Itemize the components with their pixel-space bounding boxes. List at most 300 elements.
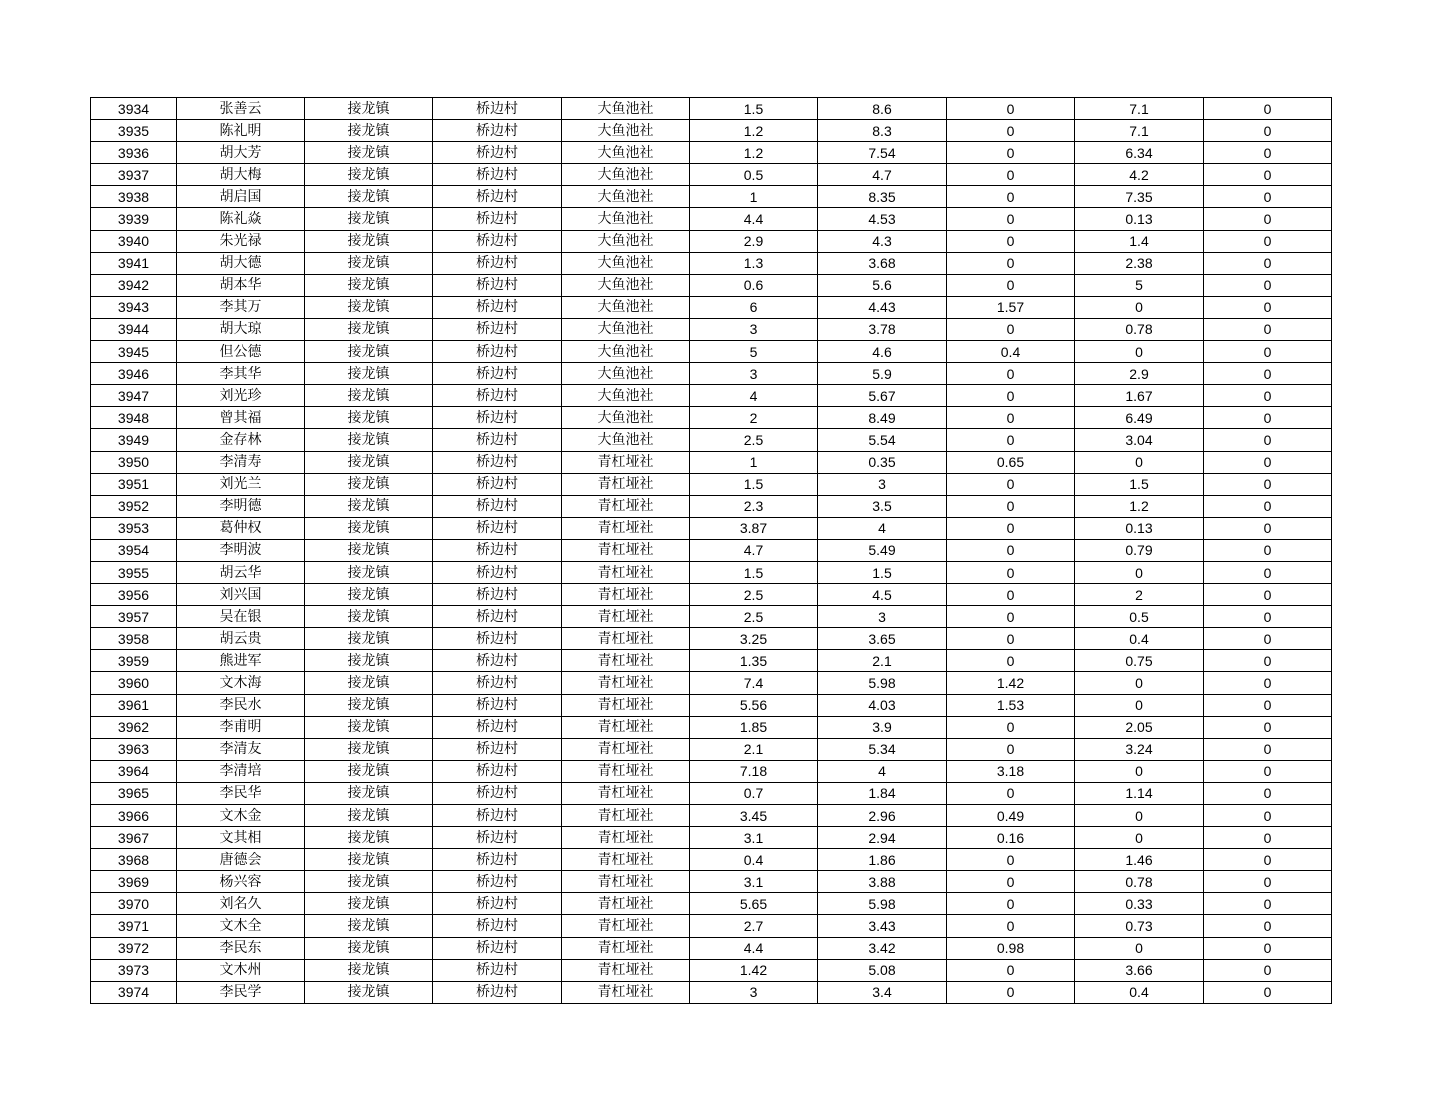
row-number-cell: 3942 — [91, 274, 177, 296]
value-2-cell: 5.6 — [818, 274, 947, 296]
value-2-cell: 5.98 — [818, 672, 947, 694]
value-1-cell: 2.5 — [690, 584, 818, 606]
name-cell: 陈礼焱 — [177, 208, 305, 230]
group-cell: 青杠垭社 — [562, 473, 690, 495]
value-3-cell: 0 — [947, 871, 1075, 893]
table-row — [91, 407, 1332, 429]
village-cell: 桥边村 — [433, 694, 562, 716]
value-3-cell: 0.16 — [947, 827, 1075, 849]
value-1-cell: 4.7 — [690, 539, 818, 561]
village-cell: 桥边村 — [433, 495, 562, 517]
value-4-cell: 1.2 — [1075, 495, 1204, 517]
value-4-cell: 0 — [1075, 561, 1204, 583]
value-2-cell: 4.5 — [818, 584, 947, 606]
value-1-cell: 5.65 — [690, 893, 818, 915]
row-number-cell: 3939 — [91, 208, 177, 230]
village-cell: 桥边村 — [433, 871, 562, 893]
name-cell: 刘光珍 — [177, 385, 305, 407]
village-cell: 桥边村 — [433, 672, 562, 694]
value-3-cell: 0 — [947, 539, 1075, 561]
value-3-cell: 0 — [947, 849, 1075, 871]
town-cell: 接龙镇 — [305, 805, 433, 827]
value-4-cell: 0.79 — [1075, 539, 1204, 561]
value-4-cell: 0.78 — [1075, 871, 1204, 893]
value-5-cell: 0 — [1204, 164, 1332, 186]
town-cell: 接龙镇 — [305, 782, 433, 804]
value-2-cell: 3.43 — [818, 915, 947, 937]
village-cell: 桥边村 — [433, 628, 562, 650]
table-row — [91, 760, 1332, 782]
value-2-cell: 4 — [818, 517, 947, 539]
value-4-cell: 2 — [1075, 584, 1204, 606]
name-cell: 刘光兰 — [177, 473, 305, 495]
value-5-cell: 0 — [1204, 407, 1332, 429]
village-cell: 桥边村 — [433, 738, 562, 760]
group-cell: 大鱼池社 — [562, 429, 690, 451]
village-cell: 桥边村 — [433, 296, 562, 318]
group-cell: 大鱼池社 — [562, 208, 690, 230]
table-row — [91, 893, 1332, 915]
group-cell: 青杠垭社 — [562, 517, 690, 539]
table-row — [91, 937, 1332, 959]
town-cell: 接龙镇 — [305, 716, 433, 738]
value-3-cell: 1.42 — [947, 672, 1075, 694]
name-cell: 李民水 — [177, 694, 305, 716]
value-5-cell: 0 — [1204, 782, 1332, 804]
value-4-cell: 0.4 — [1075, 981, 1204, 1003]
value-4-cell: 0 — [1075, 937, 1204, 959]
town-cell: 接龙镇 — [305, 98, 433, 120]
value-2-cell: 5.34 — [818, 738, 947, 760]
row-number-cell: 3949 — [91, 429, 177, 451]
name-cell: 刘名久 — [177, 893, 305, 915]
value-1-cell: 4.4 — [690, 937, 818, 959]
value-5-cell: 0 — [1204, 98, 1332, 120]
group-cell: 大鱼池社 — [562, 341, 690, 363]
value-5-cell: 0 — [1204, 893, 1332, 915]
value-5-cell: 0 — [1204, 650, 1332, 672]
value-4-cell: 0 — [1075, 694, 1204, 716]
row-number-cell: 3943 — [91, 296, 177, 318]
value-5-cell: 0 — [1204, 915, 1332, 937]
group-cell: 青杠垭社 — [562, 782, 690, 804]
row-number-cell: 3960 — [91, 672, 177, 694]
village-cell: 桥边村 — [433, 341, 562, 363]
table-row — [91, 473, 1332, 495]
value-5-cell: 0 — [1204, 539, 1332, 561]
value-3-cell: 0 — [947, 363, 1075, 385]
value-3-cell: 0 — [947, 495, 1075, 517]
name-cell: 李民东 — [177, 937, 305, 959]
value-3-cell: 0 — [947, 915, 1075, 937]
village-cell: 桥边村 — [433, 849, 562, 871]
village-cell: 桥边村 — [433, 451, 562, 473]
value-2-cell: 5.9 — [818, 363, 947, 385]
village-cell: 桥边村 — [433, 716, 562, 738]
town-cell: 接龙镇 — [305, 363, 433, 385]
value-1-cell: 3 — [690, 363, 818, 385]
group-cell: 青杠垭社 — [562, 539, 690, 561]
village-cell: 桥边村 — [433, 981, 562, 1003]
town-cell: 接龙镇 — [305, 915, 433, 937]
town-cell: 接龙镇 — [305, 672, 433, 694]
town-cell: 接龙镇 — [305, 230, 433, 252]
group-cell: 青杠垭社 — [562, 451, 690, 473]
value-1-cell: 3.87 — [690, 517, 818, 539]
value-5-cell: 0 — [1204, 252, 1332, 274]
value-4-cell: 7.1 — [1075, 120, 1204, 142]
value-2-cell: 3.4 — [818, 981, 947, 1003]
value-5-cell: 0 — [1204, 584, 1332, 606]
value-4-cell: 7.35 — [1075, 186, 1204, 208]
group-cell: 青杠垭社 — [562, 716, 690, 738]
value-2-cell: 3.78 — [818, 318, 947, 340]
value-3-cell: 0 — [947, 650, 1075, 672]
value-1-cell: 3.1 — [690, 827, 818, 849]
name-cell: 胡大德 — [177, 252, 305, 274]
village-cell: 桥边村 — [433, 429, 562, 451]
value-2-cell: 0.35 — [818, 451, 947, 473]
value-5-cell: 0 — [1204, 296, 1332, 318]
row-number-cell: 3954 — [91, 539, 177, 561]
name-cell: 李清培 — [177, 760, 305, 782]
row-number-cell: 3968 — [91, 849, 177, 871]
value-1-cell: 1.2 — [690, 120, 818, 142]
value-2-cell: 4.7 — [818, 164, 947, 186]
town-cell: 接龙镇 — [305, 120, 433, 142]
group-cell: 大鱼池社 — [562, 120, 690, 142]
group-cell: 大鱼池社 — [562, 385, 690, 407]
group-cell: 青杠垭社 — [562, 805, 690, 827]
table-row — [91, 296, 1332, 318]
value-3-cell: 1.53 — [947, 694, 1075, 716]
value-5-cell: 0 — [1204, 473, 1332, 495]
value-3-cell: 0 — [947, 959, 1075, 981]
group-cell: 大鱼池社 — [562, 98, 690, 120]
value-1-cell: 2.9 — [690, 230, 818, 252]
value-5-cell: 0 — [1204, 959, 1332, 981]
value-3-cell: 0 — [947, 628, 1075, 650]
table-row — [91, 650, 1332, 672]
value-1-cell: 1.5 — [690, 473, 818, 495]
row-number-cell: 3952 — [91, 495, 177, 517]
name-cell: 张善云 — [177, 98, 305, 120]
value-2-cell: 8.35 — [818, 186, 947, 208]
value-2-cell: 4.53 — [818, 208, 947, 230]
row-number-cell: 3959 — [91, 650, 177, 672]
value-2-cell: 3 — [818, 606, 947, 628]
value-2-cell: 1.86 — [818, 849, 947, 871]
group-cell: 大鱼池社 — [562, 363, 690, 385]
group-cell: 大鱼池社 — [562, 230, 690, 252]
value-1-cell: 2.1 — [690, 738, 818, 760]
group-cell: 大鱼池社 — [562, 142, 690, 164]
village-cell: 桥边村 — [433, 827, 562, 849]
value-5-cell: 0 — [1204, 429, 1332, 451]
name-cell: 文木海 — [177, 672, 305, 694]
value-1-cell: 2.5 — [690, 429, 818, 451]
village-cell: 桥边村 — [433, 959, 562, 981]
group-cell: 大鱼池社 — [562, 296, 690, 318]
value-1-cell: 1.85 — [690, 716, 818, 738]
village-cell: 桥边村 — [433, 561, 562, 583]
row-number-cell: 3934 — [91, 98, 177, 120]
row-number-cell: 3948 — [91, 407, 177, 429]
value-1-cell: 1.5 — [690, 98, 818, 120]
value-3-cell: 0 — [947, 584, 1075, 606]
row-number-cell: 3940 — [91, 230, 177, 252]
value-3-cell: 0 — [947, 230, 1075, 252]
value-1-cell: 0.6 — [690, 274, 818, 296]
group-cell: 大鱼池社 — [562, 274, 690, 296]
group-cell: 大鱼池社 — [562, 186, 690, 208]
village-cell: 桥边村 — [433, 805, 562, 827]
village-cell: 桥边村 — [433, 252, 562, 274]
value-5-cell: 0 — [1204, 981, 1332, 1003]
group-cell: 大鱼池社 — [562, 252, 690, 274]
group-cell: 青杠垭社 — [562, 561, 690, 583]
value-2-cell: 1.5 — [818, 561, 947, 583]
value-3-cell: 0 — [947, 782, 1075, 804]
value-4-cell: 6.34 — [1075, 142, 1204, 164]
table-row — [91, 363, 1332, 385]
name-cell: 刘兴国 — [177, 584, 305, 606]
town-cell: 接龙镇 — [305, 252, 433, 274]
town-cell: 接龙镇 — [305, 628, 433, 650]
value-5-cell: 0 — [1204, 760, 1332, 782]
value-3-cell: 0 — [947, 716, 1075, 738]
village-cell: 桥边村 — [433, 937, 562, 959]
value-5-cell: 0 — [1204, 385, 1332, 407]
group-cell: 青杠垭社 — [562, 871, 690, 893]
village-cell: 桥边村 — [433, 650, 562, 672]
value-5-cell: 0 — [1204, 341, 1332, 363]
value-2-cell: 1.84 — [818, 782, 947, 804]
value-3-cell: 0 — [947, 186, 1075, 208]
town-cell: 接龙镇 — [305, 495, 433, 517]
row-number-cell: 3956 — [91, 584, 177, 606]
town-cell: 接龙镇 — [305, 738, 433, 760]
town-cell: 接龙镇 — [305, 584, 433, 606]
value-1-cell: 3.1 — [690, 871, 818, 893]
value-3-cell: 0.4 — [947, 341, 1075, 363]
value-4-cell: 7.1 — [1075, 98, 1204, 120]
value-3-cell: 0 — [947, 981, 1075, 1003]
row-number-cell: 3938 — [91, 186, 177, 208]
table-row — [91, 429, 1332, 451]
village-cell: 桥边村 — [433, 164, 562, 186]
value-1-cell: 2.5 — [690, 606, 818, 628]
table-row — [91, 672, 1332, 694]
name-cell: 李清寿 — [177, 451, 305, 473]
value-3-cell: 0 — [947, 606, 1075, 628]
value-5-cell: 0 — [1204, 120, 1332, 142]
group-cell: 大鱼池社 — [562, 164, 690, 186]
value-4-cell: 4.2 — [1075, 164, 1204, 186]
town-cell: 接龙镇 — [305, 561, 433, 583]
row-number-cell: 3963 — [91, 738, 177, 760]
name-cell: 李甫明 — [177, 716, 305, 738]
village-cell: 桥边村 — [433, 517, 562, 539]
value-4-cell: 0 — [1075, 672, 1204, 694]
value-2-cell: 5.54 — [818, 429, 947, 451]
village-cell: 桥边村 — [433, 274, 562, 296]
value-1-cell: 0.7 — [690, 782, 818, 804]
value-5-cell: 0 — [1204, 606, 1332, 628]
value-2-cell: 2.94 — [818, 827, 947, 849]
value-5-cell: 0 — [1204, 694, 1332, 716]
table-body — [91, 98, 1332, 1004]
table-row — [91, 451, 1332, 473]
value-3-cell: 0 — [947, 429, 1075, 451]
value-2-cell: 2.1 — [818, 650, 947, 672]
value-3-cell: 1.57 — [947, 296, 1075, 318]
town-cell: 接龙镇 — [305, 760, 433, 782]
table-row — [91, 208, 1332, 230]
town-cell: 接龙镇 — [305, 650, 433, 672]
village-cell: 桥边村 — [433, 186, 562, 208]
table-row — [91, 539, 1332, 561]
name-cell: 胡本华 — [177, 274, 305, 296]
row-number-cell: 3951 — [91, 473, 177, 495]
value-3-cell: 0 — [947, 318, 1075, 340]
value-1-cell: 1 — [690, 186, 818, 208]
row-number-cell: 3969 — [91, 871, 177, 893]
table-row — [91, 871, 1332, 893]
table-row — [91, 782, 1332, 804]
value-1-cell: 3 — [690, 318, 818, 340]
value-2-cell: 8.6 — [818, 98, 947, 120]
value-5-cell: 0 — [1204, 871, 1332, 893]
town-cell: 接龙镇 — [305, 959, 433, 981]
group-cell: 大鱼池社 — [562, 318, 690, 340]
village-cell: 桥边村 — [433, 606, 562, 628]
value-2-cell: 5.49 — [818, 539, 947, 561]
value-5-cell: 0 — [1204, 561, 1332, 583]
value-5-cell: 0 — [1204, 230, 1332, 252]
value-5-cell: 0 — [1204, 672, 1332, 694]
value-2-cell: 3.65 — [818, 628, 947, 650]
group-cell: 青杠垭社 — [562, 893, 690, 915]
town-cell: 接龙镇 — [305, 517, 433, 539]
data-table — [90, 97, 1332, 1004]
value-2-cell: 5.98 — [818, 893, 947, 915]
value-2-cell: 3.68 — [818, 252, 947, 274]
value-2-cell: 5.67 — [818, 385, 947, 407]
value-3-cell: 0 — [947, 120, 1075, 142]
village-cell: 桥边村 — [433, 120, 562, 142]
table-row — [91, 628, 1332, 650]
village-cell: 桥边村 — [433, 539, 562, 561]
town-cell: 接龙镇 — [305, 606, 433, 628]
town-cell: 接龙镇 — [305, 142, 433, 164]
value-2-cell: 8.49 — [818, 407, 947, 429]
town-cell: 接龙镇 — [305, 208, 433, 230]
village-cell: 桥边村 — [433, 407, 562, 429]
value-1-cell: 1.3 — [690, 252, 818, 274]
value-1-cell: 2 — [690, 407, 818, 429]
table-row — [91, 341, 1332, 363]
name-cell: 文其相 — [177, 827, 305, 849]
value-3-cell: 0 — [947, 473, 1075, 495]
name-cell: 胡大琼 — [177, 318, 305, 340]
value-4-cell: 1.67 — [1075, 385, 1204, 407]
value-3-cell: 0 — [947, 385, 1075, 407]
value-3-cell: 0 — [947, 164, 1075, 186]
value-4-cell: 0.13 — [1075, 208, 1204, 230]
name-cell: 文木州 — [177, 959, 305, 981]
value-3-cell: 0.49 — [947, 805, 1075, 827]
value-2-cell: 7.54 — [818, 142, 947, 164]
name-cell: 李明德 — [177, 495, 305, 517]
town-cell: 接龙镇 — [305, 385, 433, 407]
row-number-cell: 3973 — [91, 959, 177, 981]
table-row — [91, 142, 1332, 164]
village-cell: 桥边村 — [433, 893, 562, 915]
value-1-cell: 2.3 — [690, 495, 818, 517]
name-cell: 朱光禄 — [177, 230, 305, 252]
row-number-cell: 3941 — [91, 252, 177, 274]
table-row — [91, 959, 1332, 981]
village-cell: 桥边村 — [433, 915, 562, 937]
group-cell: 青杠垭社 — [562, 981, 690, 1003]
name-cell: 曾其福 — [177, 407, 305, 429]
town-cell: 接龙镇 — [305, 164, 433, 186]
value-3-cell: 0 — [947, 407, 1075, 429]
group-cell: 青杠垭社 — [562, 584, 690, 606]
town-cell: 接龙镇 — [305, 296, 433, 318]
value-1-cell: 2.7 — [690, 915, 818, 937]
value-4-cell: 0.4 — [1075, 628, 1204, 650]
value-5-cell: 0 — [1204, 186, 1332, 208]
value-4-cell: 3.66 — [1075, 959, 1204, 981]
village-cell: 桥边村 — [433, 363, 562, 385]
table-row — [91, 120, 1332, 142]
value-4-cell: 1.46 — [1075, 849, 1204, 871]
group-cell: 青杠垭社 — [562, 650, 690, 672]
value-2-cell: 3.5 — [818, 495, 947, 517]
value-5-cell: 0 — [1204, 142, 1332, 164]
value-1-cell: 1.5 — [690, 561, 818, 583]
town-cell: 接龙镇 — [305, 473, 433, 495]
row-number-cell: 3962 — [91, 716, 177, 738]
value-5-cell: 0 — [1204, 363, 1332, 385]
value-4-cell: 0 — [1075, 296, 1204, 318]
value-2-cell: 3.9 — [818, 716, 947, 738]
town-cell: 接龙镇 — [305, 694, 433, 716]
row-number-cell: 3961 — [91, 694, 177, 716]
value-4-cell: 1.4 — [1075, 230, 1204, 252]
table-row — [91, 849, 1332, 871]
row-number-cell: 3957 — [91, 606, 177, 628]
value-4-cell: 2.38 — [1075, 252, 1204, 274]
name-cell: 胡大梅 — [177, 164, 305, 186]
table-row — [91, 606, 1332, 628]
group-cell: 大鱼池社 — [562, 407, 690, 429]
value-5-cell: 0 — [1204, 805, 1332, 827]
group-cell: 青杠垭社 — [562, 694, 690, 716]
name-cell: 李民学 — [177, 981, 305, 1003]
name-cell: 胡云贵 — [177, 628, 305, 650]
value-3-cell: 0.65 — [947, 451, 1075, 473]
name-cell: 文木全 — [177, 915, 305, 937]
value-2-cell: 4.03 — [818, 694, 947, 716]
value-3-cell: 0 — [947, 252, 1075, 274]
name-cell: 李民华 — [177, 782, 305, 804]
value-4-cell: 3.04 — [1075, 429, 1204, 451]
table-row — [91, 981, 1332, 1003]
name-cell: 文木金 — [177, 805, 305, 827]
